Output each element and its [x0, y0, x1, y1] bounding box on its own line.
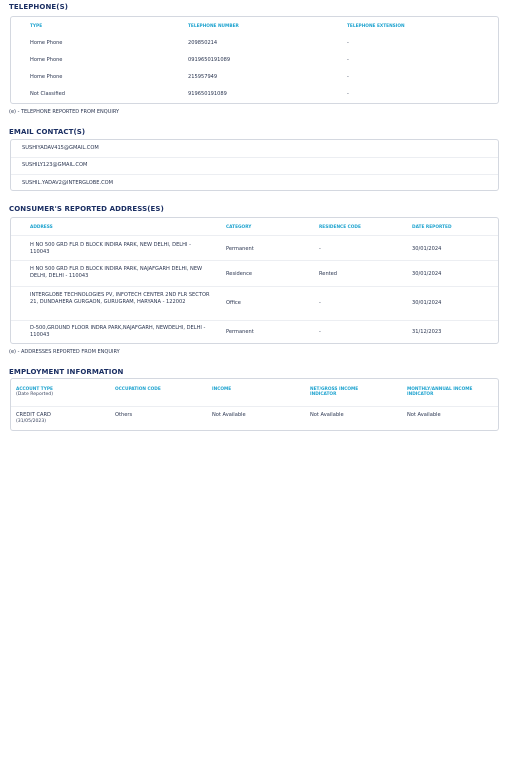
- telephone-row-2-type: Home Phone: [30, 57, 63, 63]
- address-row-3-address: INTERGLOBE TECHNOLOGIES PV, INFOTECH CENTER 2ND FLR SECTOR 21, DUNDAHERA GURGAON, GURUGRAM, HARYANA - 122002: [30, 292, 210, 305]
- residence-code-header: RESIDENCE CODE: [319, 225, 361, 230]
- telephone-number-header: TELEPHONE NUMBER: [188, 24, 239, 29]
- employment-header-divider: [11, 406, 498, 407]
- telephone-row-4-extension: -: [347, 91, 349, 97]
- address-row-2-category: Residence: [226, 271, 253, 277]
- date-reported-subheader: (Date Reported): [16, 392, 53, 398]
- telephone-row-4-type: Not Classified: [30, 91, 65, 97]
- telephones-table: [10, 16, 499, 104]
- telephone-row-3-extension: -: [347, 74, 349, 80]
- address-row-3-category: Office: [226, 300, 241, 306]
- emails-table: [10, 139, 499, 191]
- income-header: INCOME: [212, 387, 232, 392]
- email-divider-2: [11, 174, 498, 175]
- emails-title: EMAIL CONTACT(S): [9, 128, 86, 136]
- telephone-row-3-type: Home Phone: [30, 74, 63, 80]
- monthly-annual-header: MONTHLY/ANNUAL INCOME INDICATOR: [407, 387, 473, 398]
- net-gross-value: Not Available: [310, 412, 344, 418]
- address-divider-2: [11, 286, 498, 287]
- occupation-value: Others: [115, 412, 133, 418]
- telephone-type-header: TYPE: [30, 24, 43, 29]
- address-row-3-residence: -: [319, 300, 321, 306]
- account-type-header: [16, 387, 53, 398]
- employment-table: [10, 378, 499, 431]
- address-divider-3: [11, 320, 498, 321]
- income-value: Not Available: [212, 412, 246, 418]
- telephones-title: TELEPHONE(S): [9, 3, 69, 11]
- address-row-2-address: H NO 500 GRD FLR D BLOCK INDIRA PARK, NAJAFGARH DELHI, NEW DELHI, DELHI - 110043: [30, 266, 203, 279]
- address-header: ADDRESS: [30, 225, 53, 230]
- telephone-row-1-extension: -: [347, 40, 349, 46]
- telephone-row-2-number: 0919650191089: [188, 57, 231, 63]
- address-header-divider: [11, 235, 498, 236]
- address-row-4-category: Permanent: [226, 329, 254, 335]
- address-row-1-residence: -: [319, 246, 321, 252]
- telephones-note: (e) - TELEPHONE REPORTED FROM ENQUIRY: [9, 109, 120, 115]
- address-row-1-date: 30/01/2024: [412, 246, 442, 252]
- address-row-4-residence: -: [319, 329, 321, 335]
- employment-title: EMPLOYMENT INFORMATION: [9, 368, 124, 376]
- email-item-2: SUSHILY123@GMAIL.COM: [22, 162, 88, 168]
- address-row-2-residence: Rented: [319, 271, 338, 277]
- monthly-annual-value: Not Available: [407, 412, 441, 418]
- net-gross-header: NET/GROSS INCOME INDICATOR: [310, 387, 359, 398]
- address-row-1-category: Permanent: [226, 246, 254, 252]
- account-type-label: CREDIT CARD: [16, 412, 51, 418]
- addresses-title: CONSUMER'S REPORTED ADDRESS(ES): [9, 205, 164, 213]
- email-divider-1: [11, 157, 498, 158]
- address-row-4-address: D-500,GROUND FLOOR INDRA PARK,NAJAFGARH, NEWDELHI, DELHI - 110043: [30, 325, 206, 338]
- telephone-row-1-type: Home Phone: [30, 40, 63, 46]
- address-divider-1: [11, 260, 498, 261]
- telephone-row-1-number: 209850214: [188, 40, 218, 46]
- address-row-4-date: 31/12/2023: [412, 329, 442, 335]
- telephone-row-4-number: 919650191089: [188, 91, 227, 97]
- email-item-1: SUSHIYADAV415@GMAIL.COM: [22, 145, 99, 151]
- email-item-3: SUSHIL.YADAV2@INTERGLOBE.COM: [22, 180, 114, 186]
- occupation-code-header: OCCUPATION CODE: [115, 387, 161, 392]
- telephone-extension-header: TELEPHONE EXTENSION: [347, 24, 405, 29]
- telephone-row-3-number: 215957949: [188, 74, 218, 80]
- category-header: CATEGORY: [226, 225, 252, 230]
- address-row-3-date: 30/01/2024: [412, 300, 442, 306]
- account-date-reported: (31/05/2023): [16, 418, 47, 424]
- account-type-header-label: ACCOUNT TYPE: [16, 387, 53, 392]
- address-row-2-date: 30/01/2024: [412, 271, 442, 277]
- address-row-1-address: H NO 500 GRD FLR D BLOCK INDIRA PARK, NEW DELHI, DELHI - 110043: [30, 242, 191, 255]
- telephone-row-2-extension: -: [347, 57, 349, 63]
- addresses-table: [10, 217, 499, 344]
- addresses-note: (e) - ADDRESSES REPORTED FROM ENQUIRY: [9, 349, 120, 355]
- account-type-value: [16, 412, 51, 425]
- date-reported-header: DATE REPORTED: [412, 225, 452, 230]
